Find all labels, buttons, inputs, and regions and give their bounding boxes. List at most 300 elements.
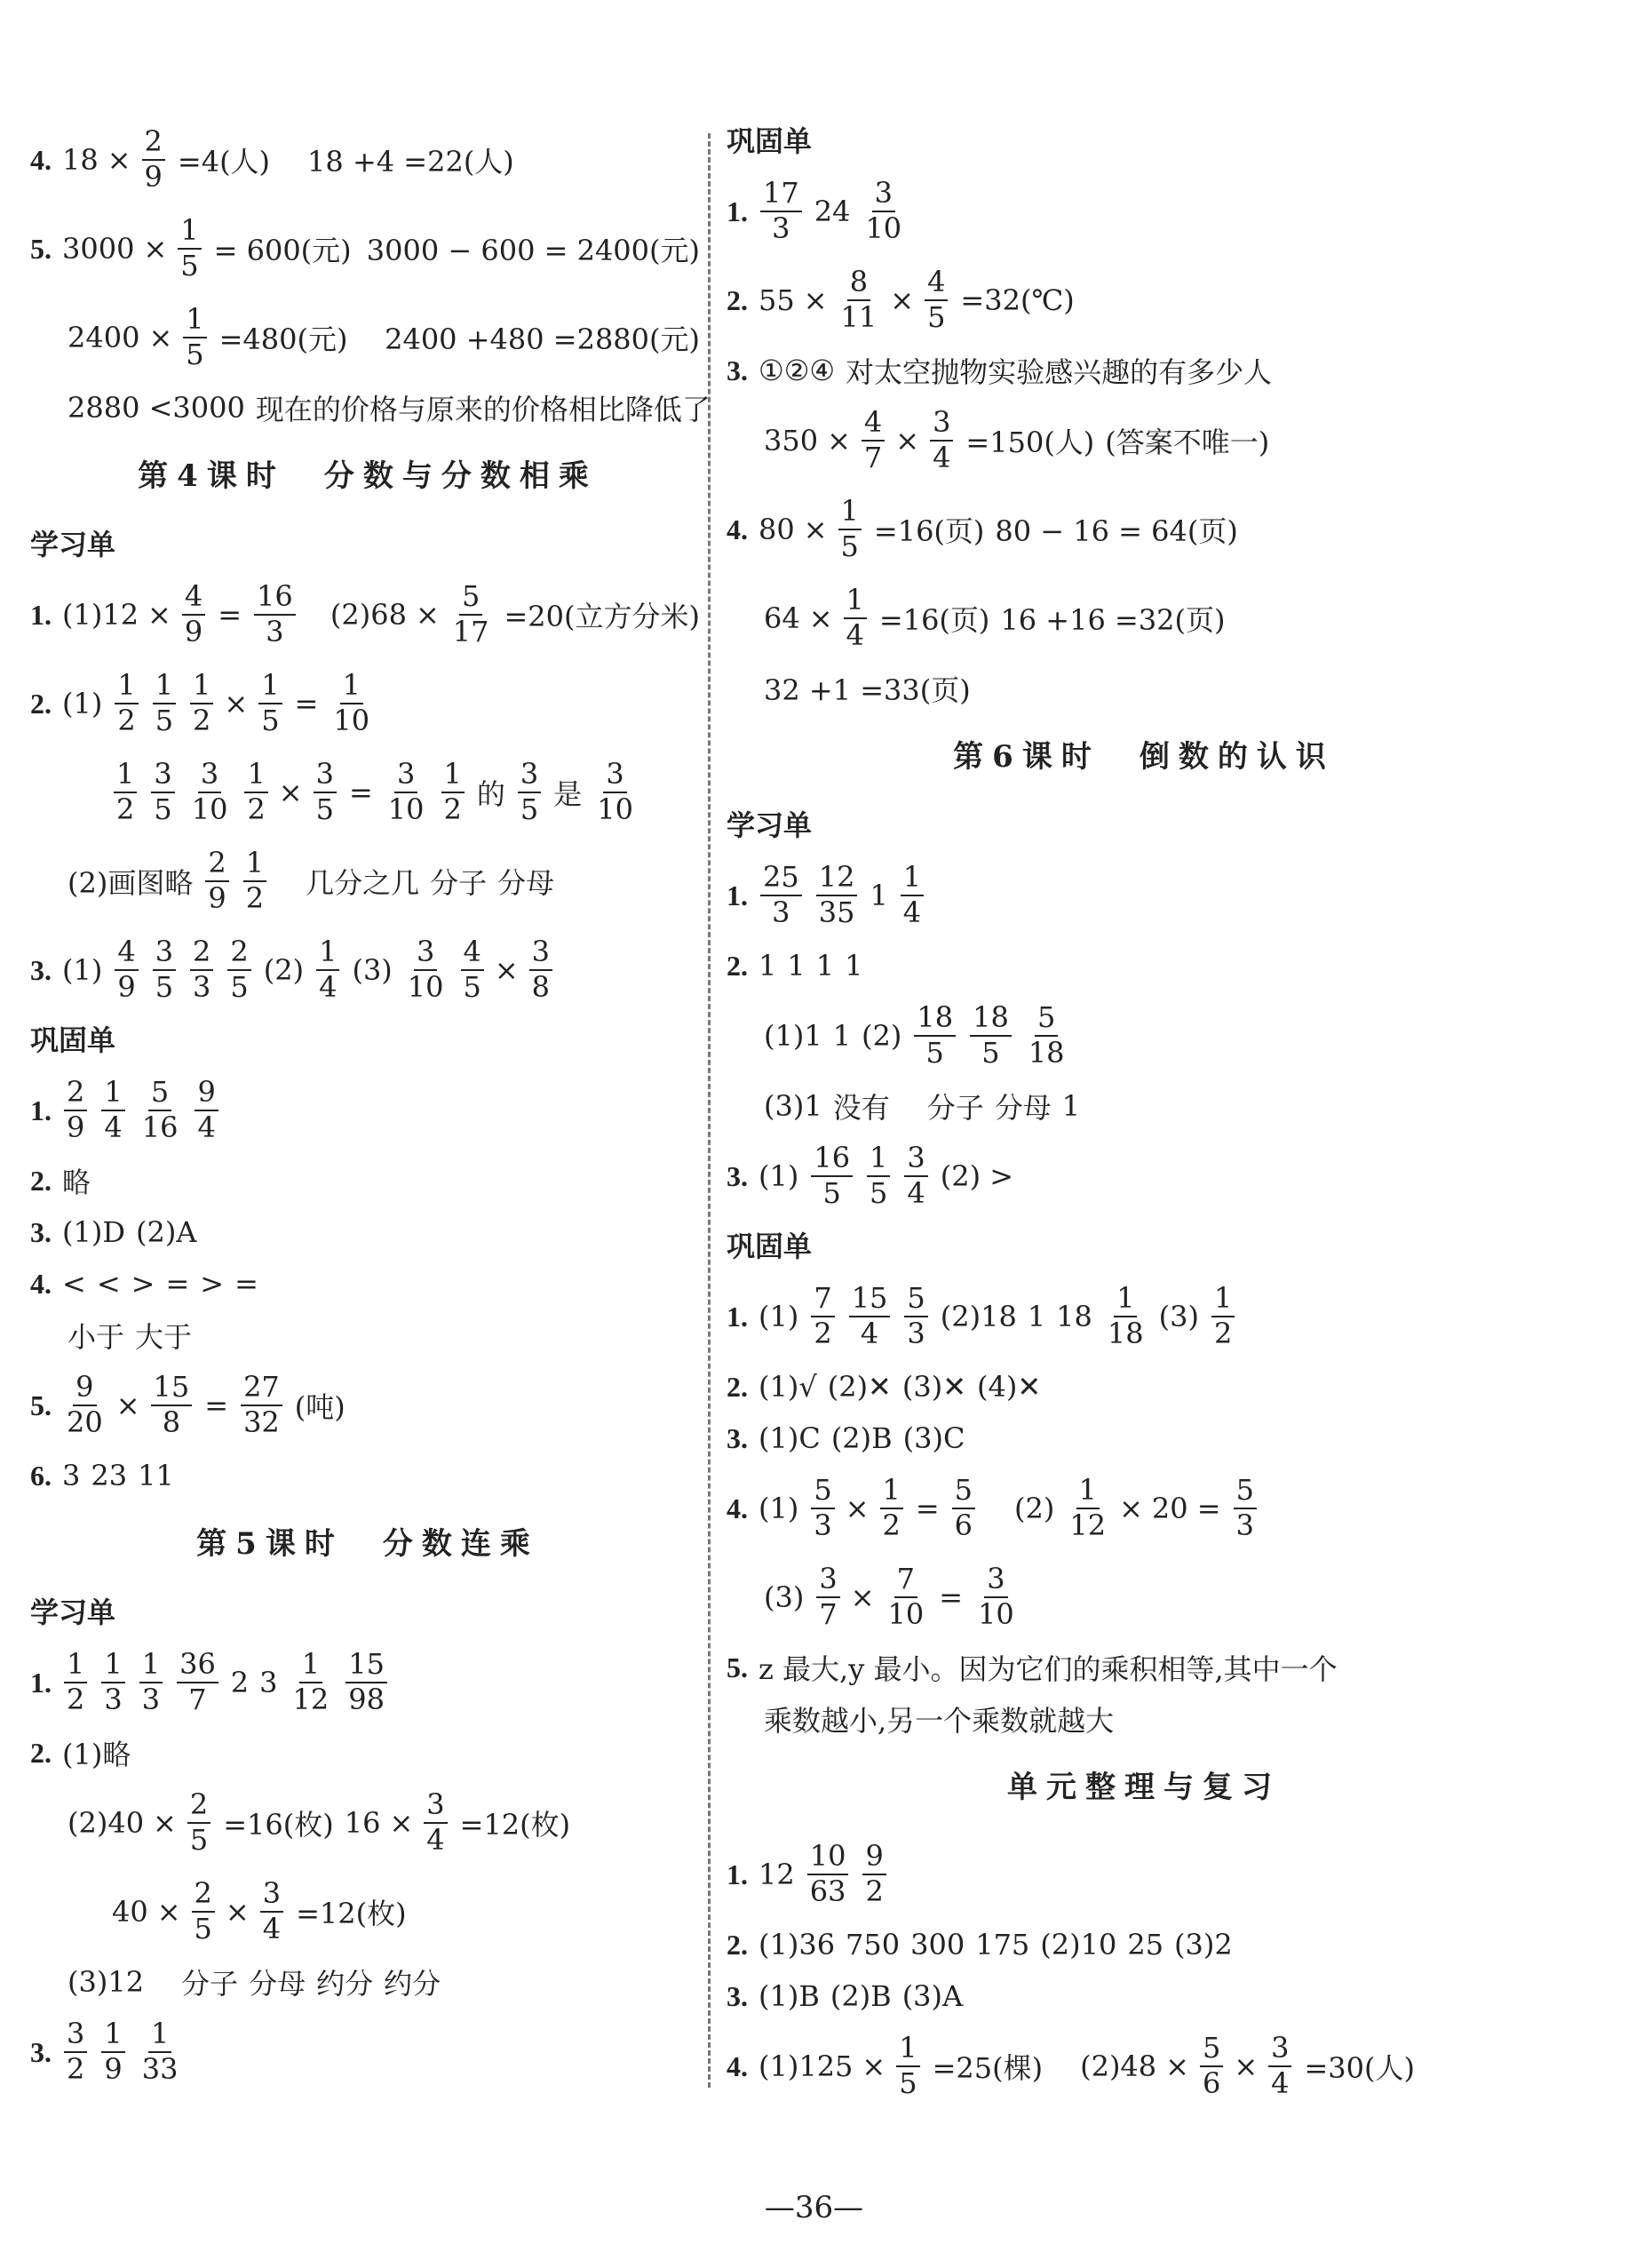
fraction-numerator: 1 [178,216,201,250]
fraction-numerator: 3 [198,760,221,793]
answer-text: 16 [344,1806,381,1840]
fraction-denominator: 16 [141,1110,179,1144]
fraction [816,1564,839,1629]
fraction-denominator: 3 [772,895,790,929]
fraction [345,1647,387,1716]
answer-text: 对太空抛物实验感兴趣的有多少人 [846,355,1273,389]
left-column [30,115,711,2097]
fraction-denominator: 4 [902,895,922,929]
fraction [914,1000,956,1070]
fraction-numerator: 3 [153,937,176,971]
answer-line [30,659,705,748]
fraction-denominator: 3 [772,211,790,245]
answer-text: 2880 <3000 [68,391,245,425]
fraction-denominator: 6 [1202,2066,1221,2100]
answer-text: (2)✕ [827,1370,892,1404]
fraction-denominator: 2 [865,1874,884,1908]
fraction-numerator: 3 [518,760,541,793]
answer-text: 分母 [994,1091,1052,1125]
answer-text: 1 [832,1019,852,1053]
fraction [518,757,541,826]
fraction-numerator: 3 [984,1564,1007,1598]
answer-text: 64 [764,601,800,635]
fraction-numerator: 2 [64,1078,87,1111]
fraction [862,405,885,474]
answer-line [30,1155,705,1206]
fraction-numerator: 4 [862,408,885,442]
fraction-numerator: 5 [952,1476,975,1509]
fraction [925,267,948,332]
fraction-denominator: 5 [925,1036,944,1070]
fraction [896,2033,919,2098]
fraction-denominator: 5 [194,1912,212,1946]
answer-text: 1 [1061,1089,1081,1123]
answer-text: (答案不唯一) [1105,426,1270,459]
fraction-numerator: 17 [760,179,802,212]
fraction [529,937,552,1002]
answer-text: (1)125 [758,2049,854,2083]
fraction-numerator: 15 [345,1650,387,1683]
fraction-numerator: 18 [970,1003,1012,1037]
fraction [114,757,137,826]
fraction [142,124,165,194]
answer-text: = [218,598,242,632]
operator: × [1165,2049,1189,2083]
question-number: 1. [727,1300,748,1333]
fraction [1268,2033,1291,2098]
question-number: 1. [30,1094,52,1126]
fraction-numerator: 5 [1200,2033,1223,2067]
fraction-numerator: 3 [260,1879,283,1913]
page-number: —36— [764,2190,864,2225]
operator: × [845,1492,870,1525]
answer-text: =4(人) [177,145,271,179]
section-label: 巩固单 [727,124,813,158]
answer-text: (2)18 [940,1300,1017,1333]
answer-text: = 600(元) [213,234,352,267]
answer-text: (2) [263,953,305,987]
fraction-denominator: 5 [840,529,859,563]
fraction [1234,1473,1257,1542]
answer-text: 的 [476,777,505,811]
question-number: 3. [727,1421,748,1454]
answer-text: 2 [230,1666,250,1699]
fraction-numerator: 9 [195,1078,218,1111]
fraction [1211,1281,1235,1350]
fraction [139,1647,163,1716]
fraction-denominator: 3 [193,970,211,1004]
fraction [314,757,337,826]
answer-text: 1 [758,949,777,983]
answer-text: z 最大,y 最小。因为它们的乘积相等,其中一个 [758,1652,1338,1686]
answer-text: 18 +4 =22(人) [307,145,514,179]
fraction [844,585,867,650]
answer-line [30,1450,705,1501]
operator: × [808,601,833,635]
fraction [290,1647,332,1716]
operator: × [827,424,851,458]
fraction-denominator: 5 [520,792,539,826]
section-heading: 第5课时 分数连乘 [196,1526,539,1562]
answer-line [727,396,1561,485]
answer-text: = [294,687,319,720]
fraction [862,176,904,245]
answer-text: < [62,1267,86,1301]
fraction-numerator: 1 [190,671,213,704]
answer-text: (2)B [830,1421,893,1455]
fraction-numerator: 3 [1268,2033,1291,2067]
fraction-numerator: 1 [64,1650,87,1683]
operator: × [107,143,131,177]
fraction [838,267,880,332]
answer-line [727,256,1561,345]
fraction-numerator: 25 [760,863,802,896]
answer-text: 没有 [832,1091,890,1125]
fraction-denominator: 20 [67,1405,103,1439]
fraction-numerator: 1 [101,1650,124,1683]
fraction [975,1564,1017,1629]
fraction-numerator: 27 [241,1373,282,1406]
fraction-numerator: 2 [227,937,250,971]
answer-line [727,991,1561,1080]
answer-text: 16 +16 =32(页) [1000,603,1226,637]
answer-text: (2)A [135,1215,197,1249]
fraction-denominator: 35 [818,895,855,929]
fraction-numerator: 1 [896,2033,919,2067]
fraction-numerator: 9 [73,1373,96,1406]
answer-text: 3000 − 600 = 2400(元) [366,234,700,267]
fraction-denominator: 5 [155,970,174,1004]
fraction [189,757,231,826]
fraction-numerator: 1 [1114,1284,1137,1317]
fraction [441,757,465,826]
fraction [867,1143,890,1208]
fraction-numerator: 1 [101,1078,124,1111]
answer-line [30,2008,705,2097]
answer-text: 乘数越小,另一个乘数就越大 [764,1704,1115,1738]
fraction-denominator: 2 [193,704,211,737]
fraction-numerator: 1 [316,937,339,971]
answer-text: (3)C [902,1421,965,1455]
fraction-numerator: 1 [880,1476,903,1509]
operator: × [890,283,915,317]
answer-text: (1)36 [758,1928,836,1962]
fraction-numerator: 4 [115,937,138,971]
fraction-denominator: 3 [141,1683,161,1716]
answer-text: (3) [352,953,393,987]
fraction [811,1473,834,1542]
answer-text: 2400 +480 =2880(元) [385,322,700,356]
fraction [64,2019,87,2084]
fraction-numerator: 16 [254,582,296,616]
fraction-numerator: 4 [182,582,205,616]
answer-line [30,204,705,293]
right-column [727,115,1561,2111]
answer-text: (3)1 [764,1089,822,1123]
question-number: 4. [727,513,748,545]
fraction [101,2019,124,2084]
operator: × [156,1895,181,1929]
answer-text: 是 [553,777,583,811]
fraction-denominator: 7 [863,441,883,474]
question-number: 1. [727,195,748,227]
answer-text: 32 +1 =33(页) [764,673,971,707]
fraction-numerator: 1 [243,848,266,882]
question-number: 2. [30,1736,52,1769]
fraction-denominator: 5 [927,300,946,334]
answer-text: (2)10 [1040,1928,1117,1962]
answer-text: =25(棵) [932,2051,1044,2085]
answer-line [30,926,705,1015]
fraction-numerator: 3 [424,1790,447,1824]
fraction-numerator: 12 [816,863,858,896]
answer-line [727,1830,1561,1919]
fraction-numerator: 5 [459,582,482,616]
fraction [952,1473,975,1542]
answer-line [30,293,705,382]
answer-text: ①②④ [758,354,836,387]
question-number: 3. [30,2035,52,2068]
answer-text: (吨) [294,1390,345,1424]
fraction-numerator: 1 [153,671,176,704]
fraction-denominator: 2 [247,792,266,826]
fraction-denominator: 5 [186,338,204,371]
fraction-denominator: 8 [162,1405,181,1439]
answer-line [30,1258,705,1309]
fraction-denominator: 12 [292,1683,330,1716]
answer-text: (1) [758,1159,799,1193]
fraction-denominator: 2 [117,704,136,737]
fraction-numerator: 5 [904,1284,927,1317]
fraction [178,213,201,283]
answer-text: (1)D [62,1215,125,1249]
question-number: 5. [727,1651,748,1683]
answer-text: =16(枚) [223,1808,334,1842]
fraction [182,579,205,649]
fraction-denominator: 5 [155,704,174,737]
answer-line [727,1132,1561,1221]
fraction-denominator: 4 [933,441,951,474]
fraction-denominator: 32 [243,1405,280,1439]
fraction [450,579,492,649]
answer-text: (2) [1014,1492,1055,1525]
fraction-denominator: 9 [67,1110,85,1144]
question-number: 1. [727,1858,748,1890]
fraction-numerator: 1 [101,2019,124,2053]
fraction-numerator: 1 [299,1650,322,1683]
answer-text: 175 [975,1928,1030,1962]
section-heading: 第4课时 分数与分数相乘 [138,458,598,494]
fraction-denominator: 4 [426,1823,445,1857]
answer-text: 分子 [181,1967,239,2001]
operator: × [850,1580,875,1614]
answer-text: = [939,1580,964,1614]
fraction [227,937,250,1002]
question-number: 2. [727,1370,748,1403]
fraction-denominator: 9 [184,615,203,649]
answer-text: =12(枚) [296,1897,407,1930]
answer-text: = [204,1389,229,1422]
fraction [153,668,176,737]
fraction [849,1281,891,1350]
fraction-numerator: 3 [151,760,174,793]
fraction-denominator: 9 [104,2052,123,2086]
answer-text: 350 [764,424,819,458]
answer-line [30,382,711,434]
fraction-denominator: 63 [809,1874,846,1908]
fraction [139,2019,181,2084]
fraction [151,1370,193,1439]
fraction [101,1075,124,1144]
answer-line [727,1693,1561,1745]
question-number: 5. [30,1389,52,1421]
question-number: 1. [30,598,52,631]
fraction-denominator: 5 [463,970,481,1004]
fraction-numerator: 3 [64,2019,87,2053]
answer-text: =150(人) [965,426,1095,459]
fraction-denominator: 10 [865,211,902,245]
question-number: 2. [727,1928,748,1961]
section-label: 巩固单 [30,1023,116,1057]
question-number: 4. [727,2049,748,2082]
operator: × [278,776,303,809]
answer-text: 略 [62,1166,91,1199]
answer-text: (4)✕ [977,1370,1042,1404]
fraction-denominator: 10 [978,1597,1014,1631]
answer-text: =20(立方分米) [504,600,700,633]
fraction [885,1564,927,1629]
fraction [461,937,484,1002]
operator: × [147,598,171,632]
fraction [838,494,862,563]
answer-line [30,1727,705,1779]
fraction-numerator: 2 [142,127,165,161]
fraction [385,757,427,826]
fraction-numerator: 2 [205,848,228,882]
fraction-denominator: 5 [315,792,334,826]
fraction-denominator: 10 [333,704,370,737]
answer-text: 3 [259,1666,278,1699]
answer-text: 几分之几 [306,866,420,900]
fraction [330,668,372,737]
fraction-denominator: 2 [882,1508,901,1542]
operator: × [803,513,828,546]
answer-line [727,485,1561,574]
fraction-numerator: 1 [844,585,867,619]
fraction-numerator: 3 [314,760,337,793]
answer-text: (1) [758,1492,799,1525]
answer-text: 1 [870,879,888,912]
answer-text: (2)48 [1080,2049,1157,2083]
answer-text: 55 [758,283,795,317]
answer-text: =12(枚) [459,1808,571,1842]
fraction [862,1839,885,1908]
answer-text: =16(页) [873,514,985,548]
fraction-denominator: 5 [870,1176,888,1210]
operator: × [862,2049,886,2083]
answer-line [727,1413,1561,1464]
answer-text: < [96,1267,121,1301]
fraction [243,848,266,913]
question-number: 4. [727,1492,748,1524]
answer-text: = [348,776,373,809]
answer-text: =480(元) [218,322,348,356]
operator: × [148,321,173,354]
fraction-denominator: 7 [188,1683,207,1716]
fraction [880,1473,903,1542]
question-number: 1. [727,879,748,911]
fraction-numerator: 3 [930,408,953,442]
question-number: 2. [727,283,748,316]
fraction-denominator: 3 [104,1683,123,1716]
answer-line [30,1638,705,1727]
fraction [424,1787,447,1857]
answer-line [727,1970,1561,2022]
fraction [195,1075,218,1144]
fraction-denominator: 2 [116,792,135,826]
answer-text: 1 [815,949,835,983]
fraction [258,668,282,737]
fraction-numerator: 1 [139,1650,163,1683]
question-number: 3. [727,1159,748,1192]
section-label: 学习单 [30,1596,116,1629]
fraction-denominator: 11 [840,300,878,334]
fraction-numerator: 16 [811,1143,853,1177]
answer-text: > [131,1267,155,1301]
answer-line [727,1361,1561,1413]
answer-line [30,1309,705,1361]
question-number: 3. [727,1979,748,2012]
fraction [760,176,802,245]
answer-text: (1)略 [62,1738,131,1771]
fraction [901,860,924,929]
fraction [260,1876,283,1946]
fraction [594,757,636,826]
fraction-numerator: 1 [114,760,137,793]
fraction-denominator: 5 [230,970,249,1004]
operator: × [115,1389,140,1422]
answer-text: > [200,1267,225,1301]
answer-line [727,940,1561,991]
fraction-denominator: 10 [191,792,228,826]
answer-line [727,1464,1561,1553]
fraction [241,1370,282,1439]
answer-text: = [915,1492,940,1525]
fraction [101,1647,124,1716]
answer-text: =16(页) [878,603,990,637]
fraction-numerator: 1 [148,2019,171,2053]
question-number: 1. [30,1666,52,1699]
operator: × [224,687,249,720]
fraction [192,1876,215,1946]
fraction-numerator: 1 [115,671,138,704]
fraction-numerator: 36 [177,1650,218,1683]
fraction-numerator: 1 [867,1143,890,1177]
answer-line [30,837,705,926]
fraction-numerator: 3 [529,937,552,971]
answer-text: 分子 [926,1091,984,1125]
question-number: 3. [30,953,52,986]
answer-text: (3)✕ [901,1370,966,1404]
answer-line [727,1642,1561,1693]
fraction [405,937,447,1002]
fraction-denominator: 2 [67,2052,85,2086]
answer-text: 24 [814,195,851,228]
answer-text: 分子 [430,866,488,900]
fraction [904,1281,927,1350]
fraction-denominator: 5 [822,1176,841,1210]
fraction-denominator: 4 [907,1176,925,1210]
